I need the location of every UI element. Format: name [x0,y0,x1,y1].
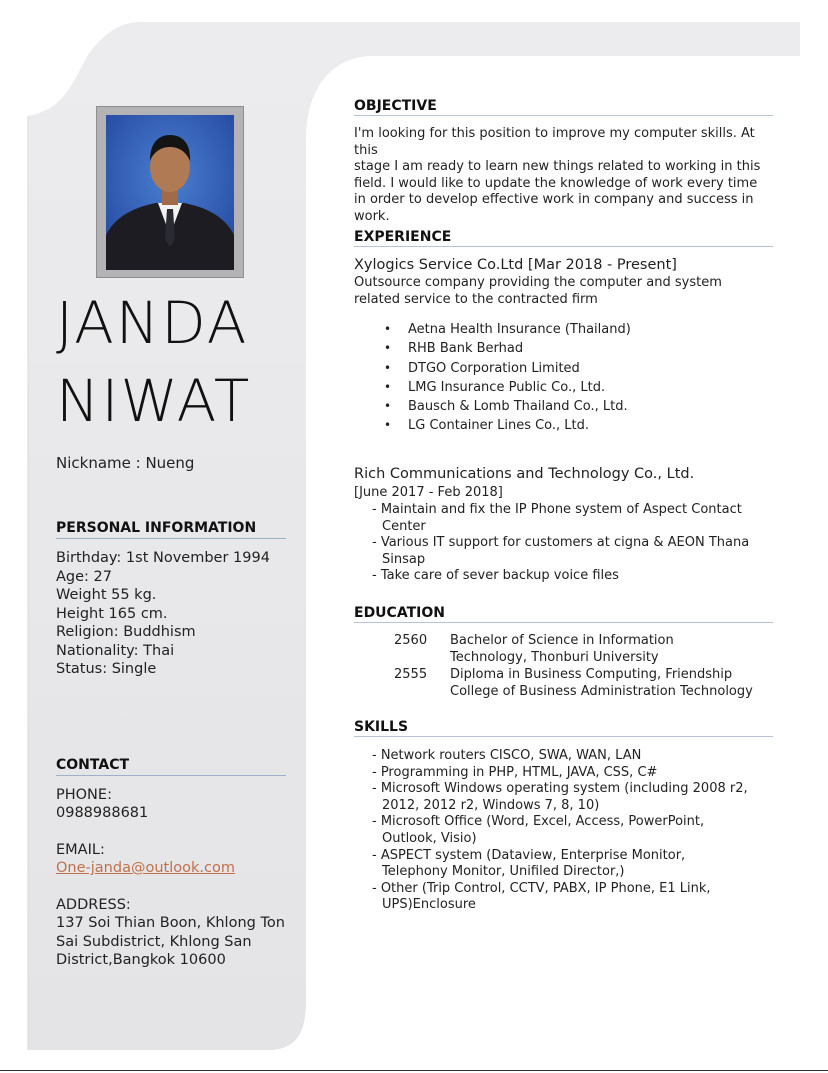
sidebar [0,0,300,1073]
client-item: • LMG Insurance Public Co., Ltd. [384,378,631,397]
education-line: Technology, Thonburi University [450,649,659,665]
nationality: Nationality: Thai [56,642,175,659]
education-line: Bachelor of Science in Information [450,633,674,648]
weight: Weight 55 kg. [56,587,157,603]
personal-info-heading: PERSONAL INFORMATION [56,520,286,539]
duty-item: - Take care of sever backup voice files [372,568,619,584]
skill-item: - Other (Trip Control, CCTV, PABX, IP Phone, E1 Link, UPS)Enclosure [372,880,711,913]
client-item: • RHB Bank Berhad [384,339,631,358]
nickname: Nickname : Nueng [56,454,195,472]
client-item: • DTGO Corporation Limited [384,359,631,378]
phone-label: PHONE: [56,787,112,803]
status: Status: Single [56,661,157,677]
skill-item: - Programming in PHP, HTML, JAVA, CSS, C# [372,764,658,780]
education-year: 2555 [394,667,428,682]
job2-period: [June 2017 - Feb 2018] [354,485,503,500]
client-item: • LG Container Lines Co., Ltd. [384,416,631,435]
objective-line: in order to develop effective work in company and success in [354,192,754,207]
objective-line: I'm looking for this position to improve my computer skills. At this [354,126,755,158]
address [56,914,285,970]
job2-title: Rich Communications and Technology Co., Ltd. [354,466,695,482]
contact-heading: CONTACT [56,757,286,776]
age: Age: 27 [56,568,112,585]
objective-line: field. I would like to update the knowledge of work every time [354,175,758,191]
education-year: 2560 [394,633,428,648]
education-line: Diploma in Business Computing, Friendship [450,667,733,682]
education-line: College of Business Administration Technology [450,683,753,699]
skill-item: - Microsoft Windows operating system (including 2008 r2, 2012, 2012 r2, Windows 7, 8, 10) [372,781,748,813]
duty-item: - Various IT support for customers at cigna & AEON Thana Sinsap [372,535,750,567]
birthday: Birthday: 1st November 1994 [56,550,270,566]
job1-description [354,275,774,308]
email-link[interactable]: One-janda@outlook.com [56,860,235,876]
experience-heading: EXPERIENCE [354,229,773,247]
last-name: NIWAT [56,367,252,435]
skills-list [372,748,752,914]
skill-item: - ASPECT system (Dataview, Enterprise Monitor, Telephony Monitor, Unifiled Director,) [372,847,686,880]
education-desc [450,667,770,700]
objective-heading: OBJECTIVE [354,98,773,116]
address-line: District,Bangkok 10600 [56,952,226,968]
duty-item: - Maintain and fix the IP Phone system of Aspect Contact Center [372,502,742,534]
job2-duty-list [372,502,752,585]
height: Height 165 cm. [56,605,168,622]
objective-text [354,126,774,225]
religion: Religion: Buddhism [56,624,196,640]
client-item: • Bausch & Lomb Thailand Co., Ltd. [384,397,631,416]
job1-desc-line: related service to the contracted firm [354,291,598,307]
page-bottom-rule [0,1070,828,1071]
objective-line: stage I am ready to learn new things related to working in this [354,159,761,174]
education-desc [450,633,770,666]
profile-photo-frame [96,106,244,278]
education-heading: EDUCATION [354,605,773,623]
objective-line: work. [354,208,390,224]
skill-item: - Network routers CISCO, SWA, WAN, LAN [372,748,642,763]
skills-heading: SKILLS [354,719,773,737]
profile-photo [106,115,234,270]
job1-title: Xylogics Service Co.Ltd [Mar 2018 - Present] [354,257,677,273]
skill-item: - Microsoft Office (Word, Excel, Access, PowerPoint, Outlook, Visio) [372,814,705,846]
job1-desc-line: Outsource company providing the computer and system [354,275,722,290]
first-name: JANDA [56,289,249,357]
phone-number: 0988988681 [56,805,149,821]
address-line: 137 Soi Thian Boon, Khlong Ton [56,915,285,931]
job1-client-list [384,320,631,436]
client-item: • Aetna Health Insurance (Thailand) [384,320,631,339]
email-label: EMAIL: [56,842,105,858]
personal-info-list [56,549,270,679]
address-label: ADDRESS: [56,897,131,913]
address-line: Sai Subdistrict, Khlong San [56,933,252,950]
